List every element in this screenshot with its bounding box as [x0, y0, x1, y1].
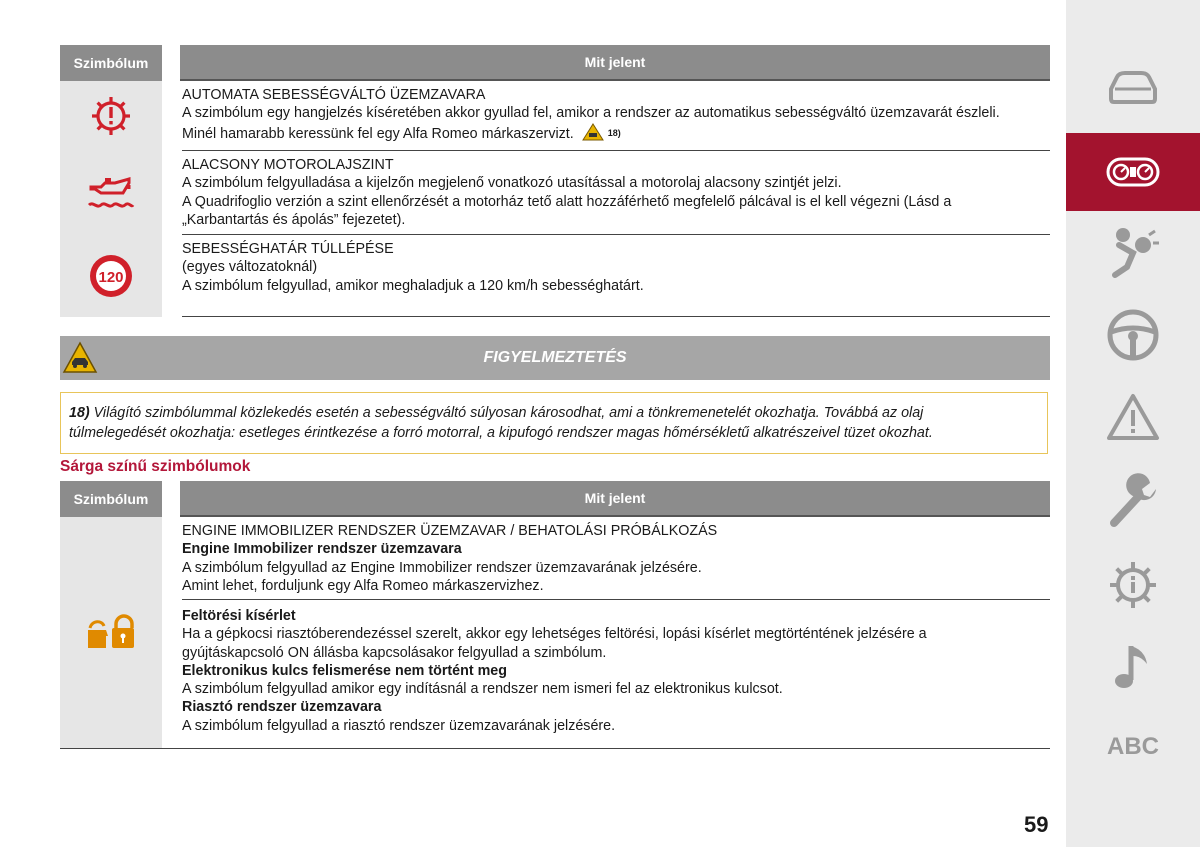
chapter-sidebar — [1066, 0, 1200, 847]
row-subtitle: Feltörési kísérlet — [182, 608, 296, 624]
table-row — [60, 235, 1050, 317]
table2-header — [60, 481, 1050, 517]
sidebar-item-maintenance[interactable] — [1066, 462, 1200, 540]
sidebar-item-dashboard[interactable] — [1066, 133, 1200, 211]
row-text: A szimbólum felgyullad az Engine Immobilizer rendszer üzemzavarának jelzésére. — [182, 559, 702, 576]
table-row — [60, 517, 1050, 749]
row-text: A szimbólum felgyullad amikor egy indításnál a rendszer nem ismeri fel az elektronikus kulcsot. — [182, 681, 783, 698]
warning-title: FIGYELMEZTETÉS — [483, 349, 627, 366]
sidebar-item-multimedia[interactable] — [1066, 628, 1200, 706]
page-number: 59 — [1024, 812, 1049, 837]
header-meaning: Mit jelent — [180, 481, 1050, 517]
car-icon — [1105, 67, 1161, 107]
row-text: A szimbólum felgyulladása a kijelzőn megjelenő vonatkozó utasítással a motorolaj alacsony szintjét jelzi. — [182, 175, 842, 192]
divider — [182, 599, 1050, 600]
row-subtitle: Riasztó rendszer üzemzavara — [182, 699, 382, 716]
warning-text: Világító szimbólummal közlekedés esetén a sebességváltó súlyosan károsodhat, ami a tönkremenetelét okozhatja. Továbbá az olaj — [93, 405, 924, 421]
row-text: A szimbólum felgyullad a riasztó rendszer üzemzavarának jelzésére. — [182, 717, 616, 734]
steering-wheel-icon — [1106, 308, 1160, 362]
row-title: AUTOMATA SEBESSÉGVÁLTÓ ÜZEMZAVARA — [182, 87, 486, 103]
index-label: ABC — [1107, 733, 1159, 760]
warning-bar — [60, 336, 1050, 380]
sidebar-item-safety[interactable] — [1066, 212, 1200, 290]
header-symbol: Szimbólum — [60, 481, 162, 517]
footnote-ref: 18) — [607, 127, 621, 138]
table-row — [60, 81, 1050, 151]
row-subtitle: Elektronikus kulcs felismerése nem történt meg — [182, 662, 507, 679]
sidebar-item-car[interactable] — [1066, 48, 1200, 126]
sidebar-item-driving[interactable] — [1066, 296, 1200, 374]
row-subtitle: Engine Immobilizer rendszer üzemzavara — [182, 541, 462, 558]
sidebar-item-emergency[interactable] — [1066, 378, 1200, 456]
warning-text: túlmelegedését okozhatja: esetleges érintkezése a forró motorral, a kipufogó rendszer magas hőmérsékletű alkatrészeivel tüzet okozhat. — [69, 425, 933, 441]
row-title: ENGINE IMMOBILIZER RENDSZER ÜZEMZAVAR / BEHATOLÁSI PRÓBÁLKOZÁS — [182, 523, 718, 539]
row-text: A Quadrifoglio verzión a szint ellenőrzését a motorház tető alatt hozzáférhető megfelelő pálcával is el kell végezni (Lásd a — [182, 193, 952, 210]
row-title: SEBESSÉGHATÁR TÚLLÉPÉSE — [182, 241, 394, 257]
row-text: Amint lehet, forduljunk egy Alfa Romeo márkaszervizhez. — [182, 577, 544, 594]
row-text: A szimbólum egy hangjelzés kíséretében akkor gyullad fel, amikor a rendszer az automatikus sebességváltó üzemzavarát észleli. — [182, 105, 1000, 122]
sidebar-item-technical[interactable] — [1066, 546, 1200, 624]
row-text: Minél hamarabb keressünk fel egy Alfa Romeo márkaszervizt. — [182, 125, 574, 142]
warning-triangle-icon — [582, 123, 604, 141]
row-text: (egyes változatoknál) — [182, 259, 318, 276]
music-note-icon — [1111, 640, 1155, 694]
row-text: „Karbantartás és ápolás” fejezetet). — [182, 211, 406, 228]
gear-warning-icon — [88, 93, 134, 139]
airbag-person-icon — [1105, 223, 1161, 279]
speed-limit-120-icon — [87, 252, 135, 300]
sidebar-item-index[interactable] — [1066, 708, 1200, 786]
oil-level-icon — [87, 175, 135, 211]
header-symbol: Szimbólum — [60, 45, 162, 81]
immobilizer-lock-icon — [86, 614, 136, 652]
row-text: Ha a gépkocsi riasztóberendezéssel szerelt, akkor egy lehetséges feltörési, lopási kísérlet megtörténtének jelzésére a — [182, 626, 927, 643]
table-row — [60, 151, 1050, 235]
speed-limit-value: 120 — [98, 269, 124, 286]
row-text: A szimbólum felgyullad, amikor meghaladjuk a 120 km/h sebességhatárt. — [182, 277, 644, 294]
wrench-icon — [1106, 473, 1160, 529]
header-meaning: Mit jelent — [180, 45, 1050, 81]
row-text: gyújtáskapcsoló ON állásba kapcsolásakor felgyullad a szimbólum. — [182, 644, 607, 661]
section-title: Sárga színű szimbólumok — [60, 458, 251, 475]
warning-triangle-icon — [1106, 392, 1160, 442]
dashboard-icon — [1105, 154, 1161, 190]
gear-info-icon — [1106, 558, 1160, 612]
table1-header — [60, 45, 1050, 81]
warning-ref: 18) — [69, 405, 90, 421]
warning-box — [60, 392, 1048, 454]
row-title: ALACSONY MOTOROLAJSZINT — [182, 157, 394, 173]
